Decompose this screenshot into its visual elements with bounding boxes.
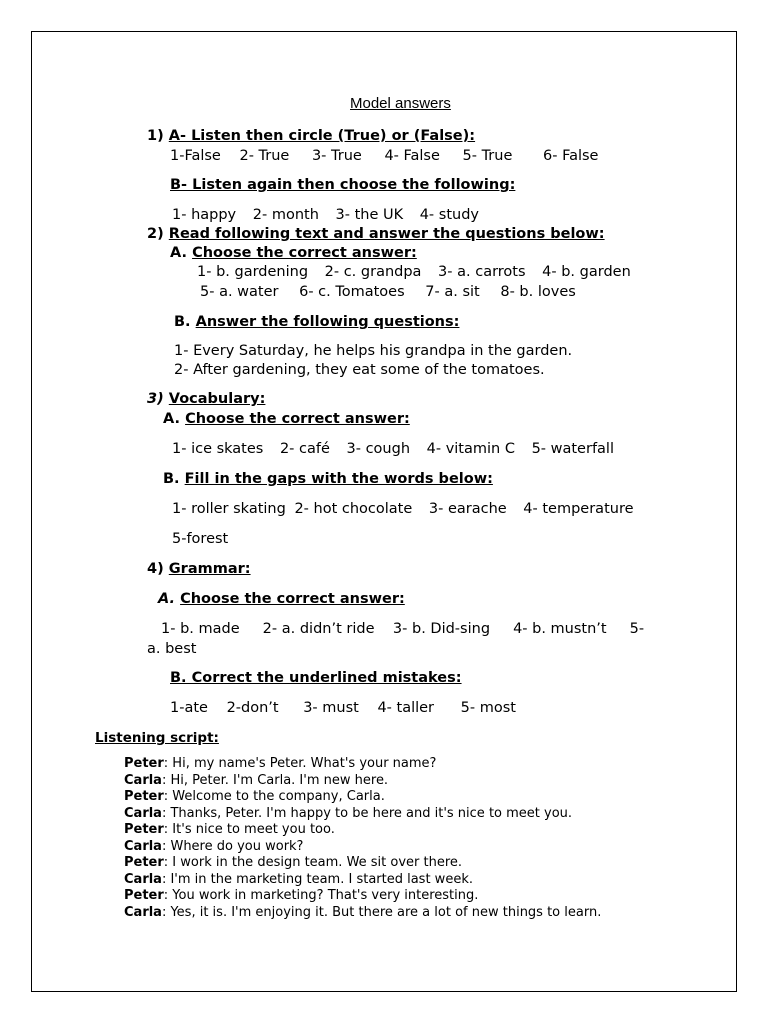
answer-item: 4- vitamin C <box>426 441 515 457</box>
section-4a-answers-line-2: a. best <box>147 641 197 657</box>
answer-item: 6- False <box>543 148 599 164</box>
answer-item: 5- True <box>462 148 513 164</box>
section-1-number: 1) <box>147 128 164 144</box>
answer-item: 7- a. sit <box>425 284 480 300</box>
section-3-title: Vocabulary: <box>168 391 266 407</box>
answer-item: 3- the UK <box>335 207 404 223</box>
section-4b-answers <box>170 699 516 717</box>
section-3b-heading <box>163 470 493 488</box>
answer-item: 4- temperature <box>523 501 634 517</box>
answer-item: 8- b. loves <box>500 284 576 300</box>
script-text: : Yes, it is. I'm enjoying it. But there are a lot of new things to learn. <box>161 904 602 920</box>
speaker-name: Peter <box>124 756 164 771</box>
answer-item: 6- c. Tomatoes <box>299 284 405 300</box>
section-3a-title: Choose the correct answer: <box>185 411 410 427</box>
section-3a-heading <box>163 410 410 428</box>
section-2a-heading <box>170 244 417 262</box>
section-4a-answers-line-1: 1- b. made 2- a. didn’t ride 3- b. Did-sing 4- b. mustn’t 5- <box>161 621 645 637</box>
section-2-number: 2) <box>147 226 164 242</box>
section-4-number: 4) <box>147 561 164 577</box>
section-2b-title: Answer the following questions: <box>195 314 460 330</box>
section-3b-answers <box>172 500 634 518</box>
script-text: : I'm in the marketing team. I started last week. <box>161 871 473 887</box>
script-text: : Thanks, Peter. I'm happy to be here and it's nice to meet you. <box>161 805 573 821</box>
section-4-heading <box>147 560 251 578</box>
section-3b-letter: B. <box>163 471 180 487</box>
answer-item: 2- café <box>279 441 330 457</box>
answer-item: 5- a. water <box>200 284 279 300</box>
section-2b-answer-2: 2- After gardening, they eat some of the tomatoes. <box>174 362 545 378</box>
script-line <box>124 872 601 889</box>
section-2b-heading <box>174 313 459 331</box>
script-text: : I work in the design team. We sit over there. <box>163 855 463 870</box>
section-3-heading <box>147 390 265 408</box>
answer-item: 2- month <box>252 207 319 223</box>
speaker-name: Peter <box>124 822 164 837</box>
section-4a-heading <box>158 590 405 608</box>
answer-item: 3- True <box>311 148 362 164</box>
section-4-title: Grammar: <box>168 561 251 577</box>
speaker-name: Carla <box>124 772 162 788</box>
section-1b-answers <box>172 206 491 224</box>
answer-item: 3- must <box>303 700 359 716</box>
section-2a-title: Choose the correct answer: <box>192 245 417 261</box>
answer-item: 4- False <box>384 148 440 164</box>
section-3b-title: Fill in the gaps with the words below: <box>184 471 493 487</box>
script-line <box>124 855 601 872</box>
script-text: : Where do you work? <box>161 838 304 854</box>
section-3a-answers <box>172 440 626 458</box>
answer-item: 5- waterfall <box>531 441 614 457</box>
answer-item: 1- roller skating <box>172 501 286 517</box>
section-1a-answers <box>170 147 598 165</box>
script-line <box>124 789 601 806</box>
section-4a-title: Choose the correct answer: <box>180 591 405 607</box>
script-line <box>124 773 601 790</box>
answer-item: 4- taller <box>377 700 435 716</box>
speaker-name: Peter <box>124 855 164 870</box>
script-line <box>124 822 601 839</box>
section-3a-letter: A. <box>163 411 180 427</box>
listening-script-heading: Listening script: <box>95 730 219 746</box>
section-3-number: 3) <box>147 391 164 407</box>
section-2a-letter: A. <box>170 245 187 261</box>
script-text: : Hi, my name's Peter. What's your name? <box>163 756 437 771</box>
answer-item: 3- cough <box>346 441 411 457</box>
section-2a-answers-row1 <box>197 263 643 281</box>
speaker-name: Peter <box>124 888 164 903</box>
answer-item: 2- c. grandpa <box>324 264 422 280</box>
section-1b-heading: B- Listen again then choose the following: <box>170 177 516 193</box>
script-line <box>124 756 601 773</box>
answer-item: 4- b. garden <box>542 264 631 280</box>
answer-item: 1-False <box>170 148 221 164</box>
section-4a-letter: A. <box>158 591 175 607</box>
script-text: : Welcome to the company, Carla. <box>163 789 385 804</box>
section-1-heading <box>147 127 475 145</box>
script-line <box>124 888 601 905</box>
speaker-name: Carla <box>124 838 162 854</box>
listening-script <box>124 756 601 921</box>
answer-item: 4- study <box>419 207 479 223</box>
section-4b-heading: B. Correct the underlined mistakes: <box>170 670 462 686</box>
script-text: : Hi, Peter. I'm Carla. I'm new here. <box>161 772 389 788</box>
answer-item: 1- b. gardening <box>197 264 309 280</box>
section-3b-answer-5: 5-forest <box>172 531 229 547</box>
answer-item: 3- a. carrots <box>438 264 526 280</box>
section-2a-answers-row2 <box>200 283 588 301</box>
section-1a-heading: A- Listen then circle (True) or (False): <box>168 128 476 144</box>
script-text: : It's nice to meet you too. <box>163 822 335 837</box>
speaker-name: Carla <box>124 805 162 821</box>
answer-item: 1- happy <box>172 207 237 223</box>
answer-item: 5- most <box>460 700 516 716</box>
answer-item: 2-don’t <box>226 700 279 716</box>
section-2b-letter: B. <box>174 314 191 330</box>
answer-item: 2- hot chocolate <box>294 501 413 517</box>
script-line <box>124 839 601 856</box>
speaker-name: Carla <box>124 904 162 920</box>
speaker-name: Carla <box>124 871 162 887</box>
script-line <box>124 905 601 922</box>
answer-item: 1- ice skates <box>172 441 264 457</box>
script-line <box>124 806 601 823</box>
section-2b-answer-1: 1- Every Saturday, he helps his grandpa in the garden. <box>174 343 573 359</box>
section-2-title: Read following text and answer the questions below: <box>168 226 605 242</box>
speaker-name: Peter <box>124 789 164 804</box>
script-text: : You work in marketing? That's very interesting. <box>163 888 479 903</box>
answer-item: 3- earache <box>428 501 507 517</box>
answer-item: 1-ate <box>170 700 208 716</box>
section-2-heading <box>147 225 605 243</box>
page-title: Model answers <box>350 95 451 112</box>
answer-item: 2- True <box>239 148 290 164</box>
